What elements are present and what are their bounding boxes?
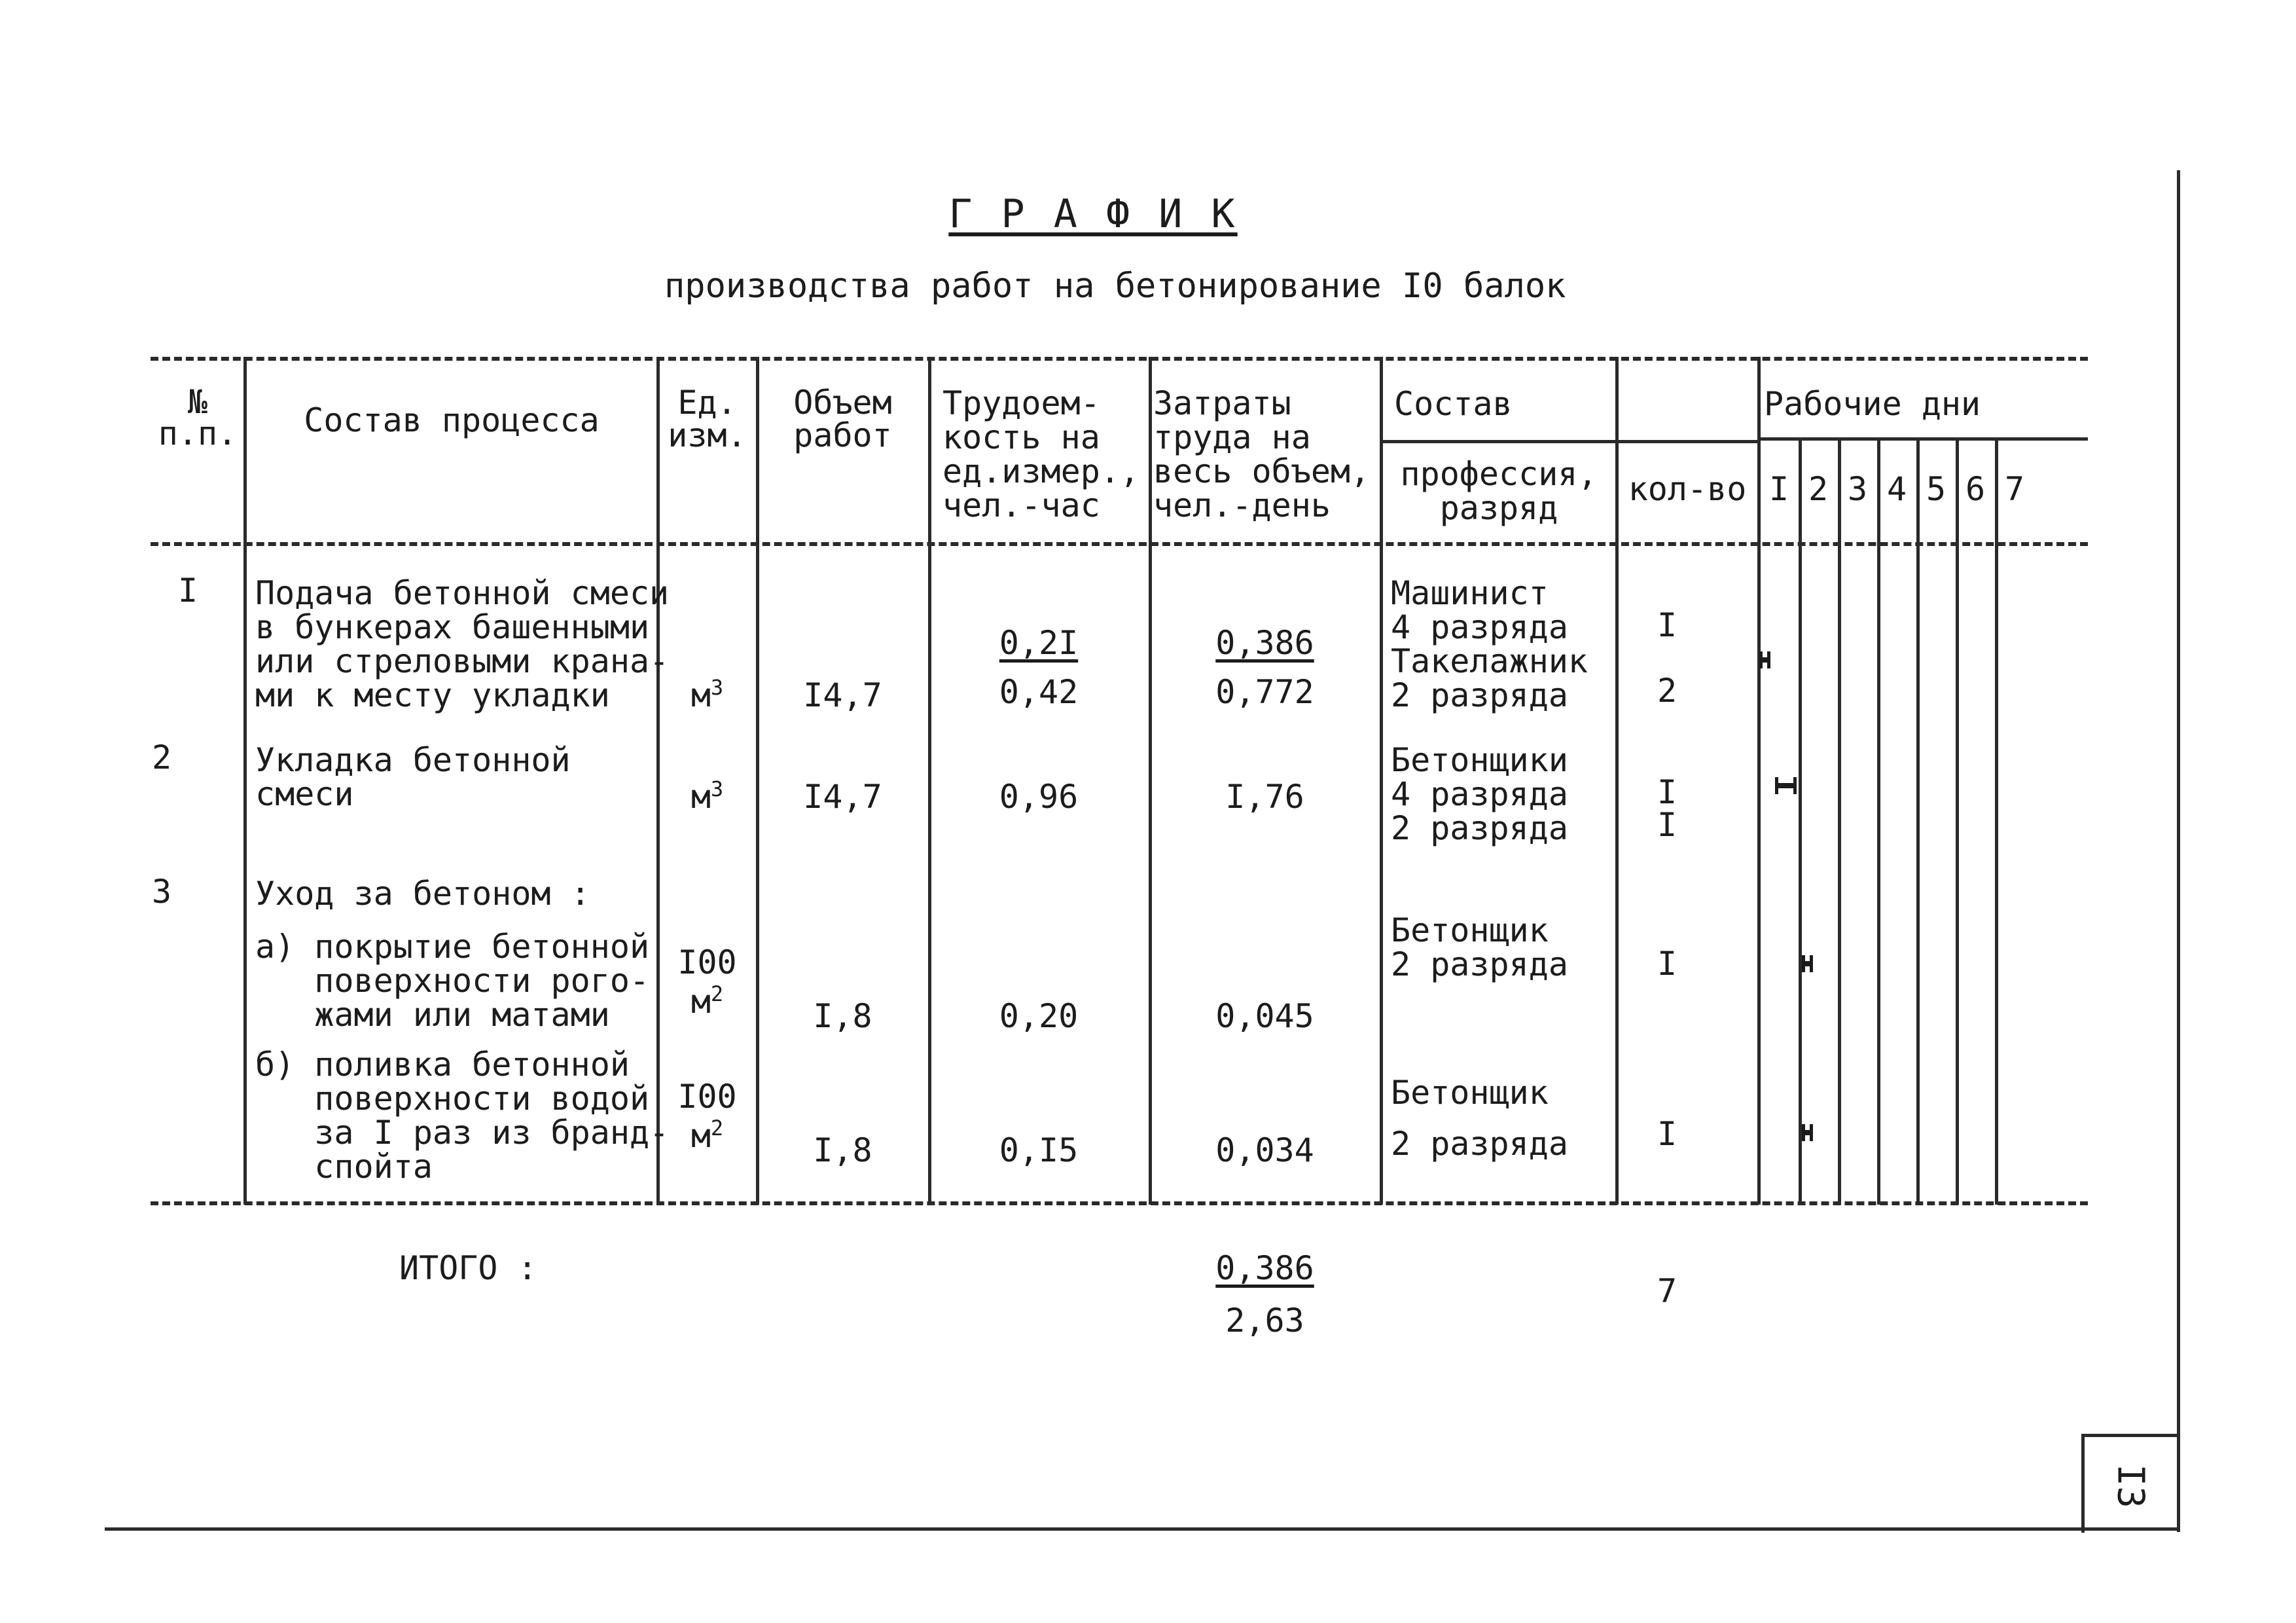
- header-process: Состав процесса: [304, 401, 600, 439]
- frame-right-border: [2177, 170, 2180, 1532]
- header-volume: Объем работ: [793, 384, 892, 454]
- row-3a-unit: I00 $м^2$: [677, 943, 737, 1021]
- header-labor-total: Затраты труда на весь объем, чел.-день: [1153, 384, 1371, 524]
- header-day-6: 6: [1965, 470, 1986, 508]
- day-rule-3: [1877, 440, 1880, 1205]
- row-1-profession: Машинист 4 разряда Такелажник 2 разряда: [1391, 574, 1588, 714]
- header-working-days: Рабочие дни: [1764, 385, 1981, 423]
- document-title: Г Р А Ф И К: [948, 191, 1238, 237]
- table-bottom-rule: [151, 1201, 2088, 1205]
- row-1-schedule-bar: [1759, 657, 1770, 663]
- days-header-rule: [1757, 437, 2088, 441]
- row-3a-volume: I,8: [813, 997, 872, 1035]
- crew-header-rule: [1381, 440, 1757, 443]
- page-number: I3: [2109, 1464, 2152, 1508]
- row-3a-process: а) покрытие бетонной поверхности рого- жами или матами: [255, 928, 650, 1034]
- row-2-profession: Бетонщики 4 разряда 2 разряда: [1391, 741, 1568, 847]
- row-3b-profession: Бетонщик 2 разряда: [1391, 1074, 1568, 1163]
- header-number: № п.п.: [158, 383, 238, 452]
- row-1-unit: $м^3$: [691, 675, 724, 714]
- row-2-number: 2: [152, 739, 172, 776]
- row-2-labor-total: I,76: [1225, 778, 1304, 816]
- row-3-number: 3: [152, 873, 172, 911]
- row-1-labor-unit-top: 0,2I: [999, 624, 1079, 662]
- page-number-box: [2081, 1434, 2180, 1533]
- row-2-labor-unit: 0,96: [999, 778, 1079, 816]
- day-rule-4: [1916, 440, 1920, 1205]
- row-2-schedule-bar: [1775, 783, 1797, 788]
- row-3b-labor-unit: 0,I5: [999, 1131, 1079, 1169]
- total-count: 7: [1657, 1272, 1677, 1310]
- day-rule-5: [1956, 440, 1959, 1205]
- header-day-1: I: [1768, 470, 1789, 508]
- row-3b-process: б) поливка бетонной поверхности водой за I раз из бранд- спойта: [255, 1046, 670, 1186]
- row-1-labor-total-bottom: 0,772: [1215, 673, 1314, 711]
- row-3b-volume: I,8: [813, 1131, 872, 1169]
- header-day-5: 5: [1926, 470, 1946, 508]
- row-1-volume: I4,7: [803, 676, 882, 714]
- header-unit: Ед. изм.: [668, 384, 747, 454]
- day-rule-1: [1799, 440, 1802, 1205]
- total-labor-bottom: 2,63: [1225, 1302, 1304, 1340]
- row-1-labor-total-top: 0,386: [1215, 624, 1314, 662]
- header-day-2: 2: [1808, 470, 1829, 508]
- row-3b-count: I: [1657, 1115, 1677, 1153]
- row-3a-count: I: [1657, 945, 1677, 983]
- row-3a-labor-total: 0,045: [1215, 997, 1314, 1035]
- header-day-3: 3: [1847, 470, 1868, 508]
- row-2-process: Укладка бетонной смеси: [255, 741, 571, 813]
- row-3a-schedule-bar: [1802, 961, 1813, 966]
- header-day-4: 4: [1886, 470, 1907, 508]
- row-3a-labor-unit: 0,20: [999, 997, 1079, 1035]
- row-3-process: Уход за бетоном :: [255, 875, 590, 913]
- row-3a-profession: Бетонщик 2 разряда: [1391, 911, 1568, 983]
- header-labor-unit: Трудоем- кость на ед.измер., чел.-час: [942, 384, 1140, 524]
- row-1-number: I: [177, 572, 198, 610]
- day-rule-6: [1995, 440, 1998, 1205]
- row-1-labor-unit-bottom: 0,42: [999, 673, 1079, 711]
- row-2-count: I I: [1657, 773, 1677, 844]
- header-count: кол-во: [1628, 470, 1747, 508]
- total-label: ИТОГО :: [399, 1249, 537, 1287]
- table-top-rule: [151, 357, 2088, 361]
- row-3b-unit: I00 $м^2$: [677, 1078, 737, 1155]
- header-profession: профессия, разряд: [1400, 455, 1598, 527]
- row-3b-schedule-bar: [1802, 1130, 1813, 1135]
- header-crew: Состав: [1394, 385, 1513, 423]
- row-2-unit: $м^3$: [691, 776, 724, 816]
- total-labor-top: 0,386: [1215, 1249, 1314, 1287]
- col-rule-6: [1380, 357, 1383, 1205]
- row-2-volume: I4,7: [803, 778, 882, 816]
- frame-bottom-border: [105, 1527, 2179, 1531]
- header-day-7: 7: [2004, 470, 2025, 508]
- col-rule-1: [243, 357, 247, 1205]
- table-header-rule: [151, 542, 2088, 546]
- row-3b-labor-total: 0,034: [1215, 1131, 1314, 1169]
- row-1-process: Подача бетонной смеси в бункерах башенными или стреловыми крана- ми к месту укладки: [255, 574, 670, 714]
- document-subtitle: производства работ на бетонирование I0 балок: [664, 266, 1566, 306]
- row-1-count: I 2: [1657, 606, 1677, 710]
- day-rule-2: [1838, 440, 1841, 1205]
